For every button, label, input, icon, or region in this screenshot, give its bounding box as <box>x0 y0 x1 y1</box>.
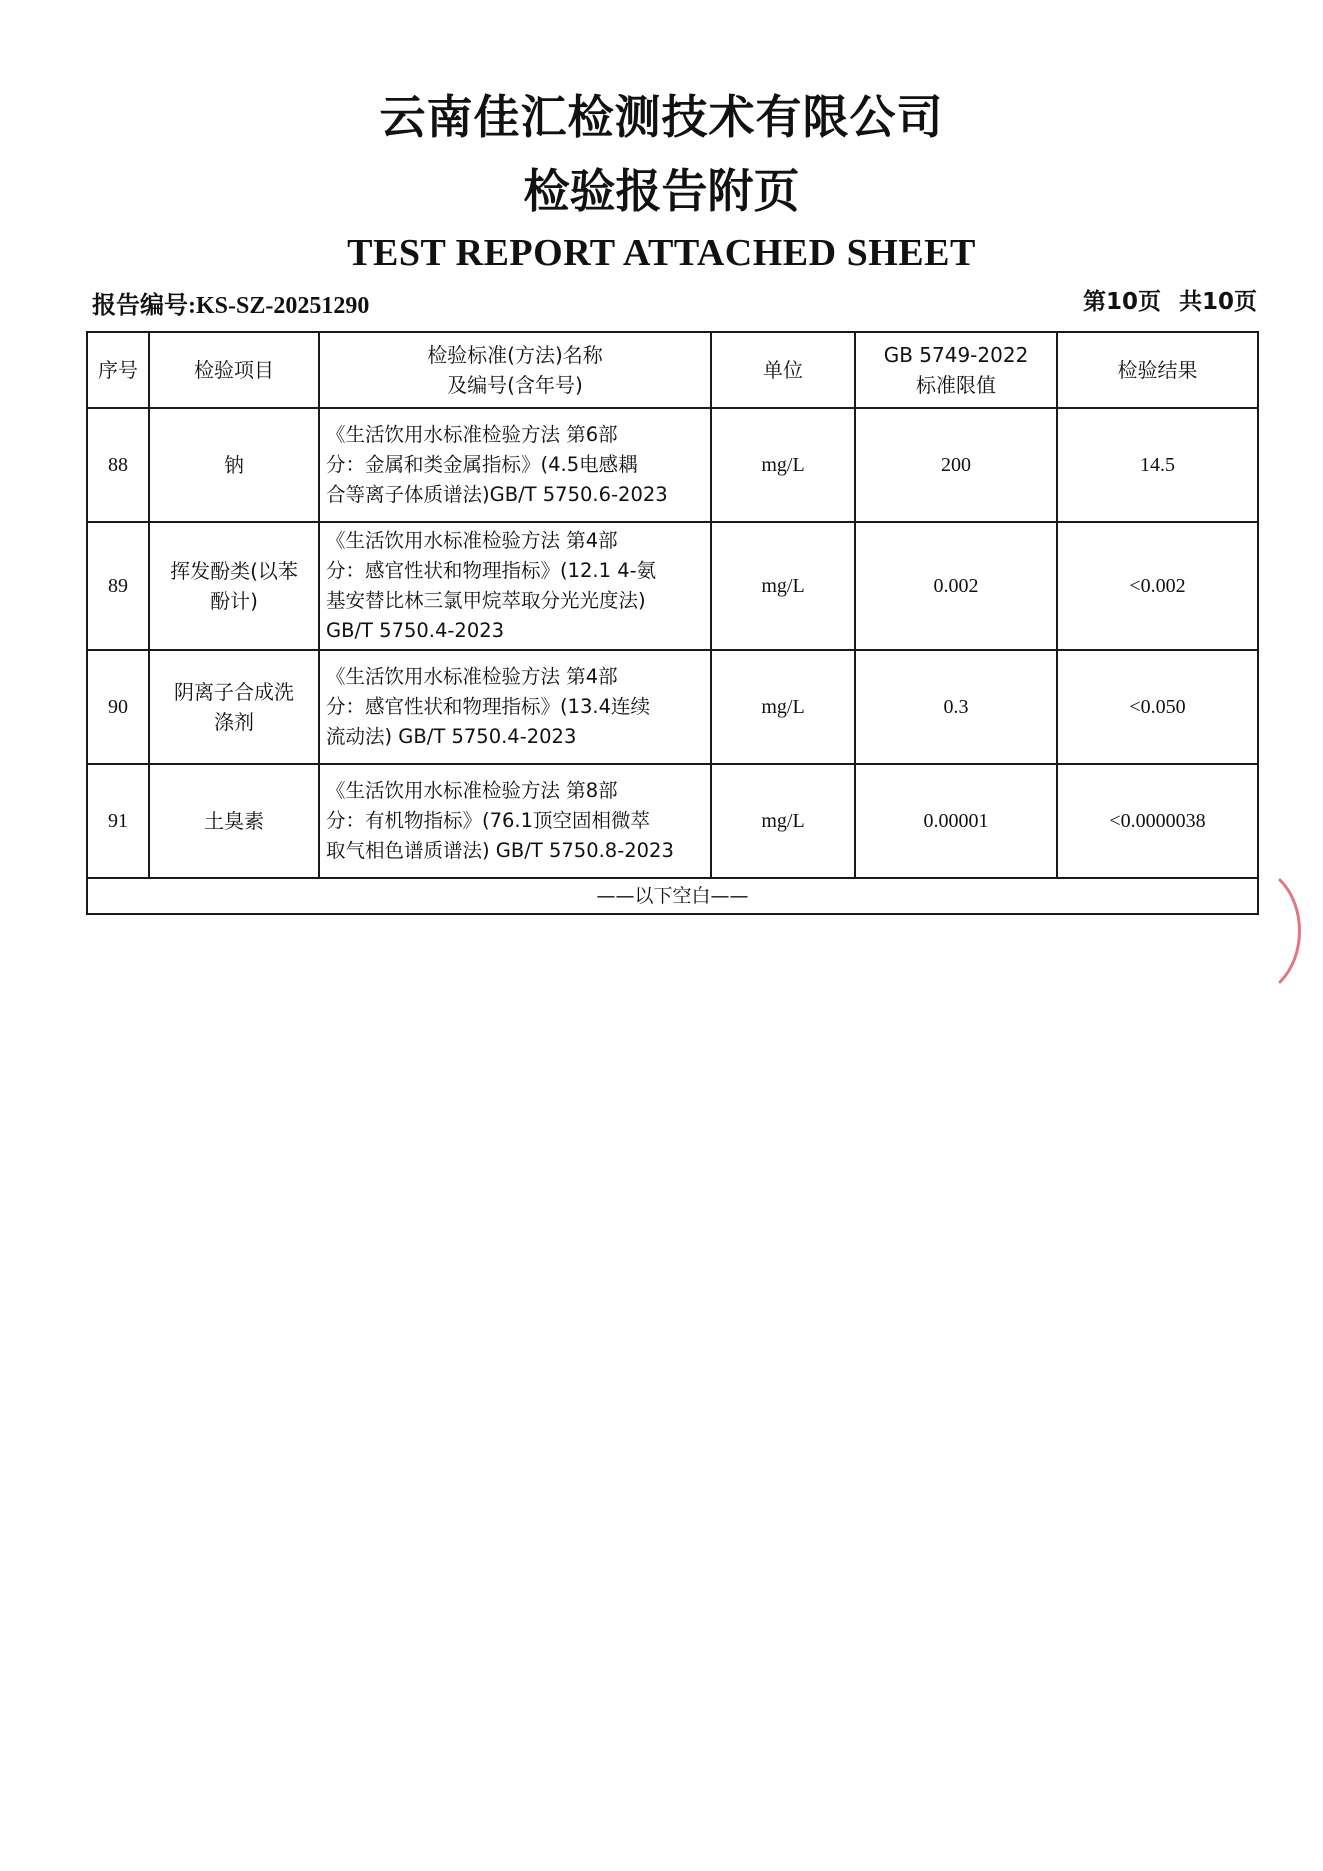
cell-method <box>319 764 711 878</box>
cell-item-line: 涤剂 <box>214 710 254 734</box>
cell-method-line: 合等离子体质谱法)GB/T 5750.6-2023 <box>326 483 668 506</box>
page-number: 第10页 <box>1082 289 1161 315</box>
page-total: 共10页 <box>1178 289 1257 315</box>
cell-method-line: 基安替比林三氯甲烷萃取分光光度法) <box>326 589 646 612</box>
table-row <box>87 764 1258 878</box>
cell-limit: 0.00001 <box>855 764 1057 878</box>
cell-unit: mg/L <box>711 650 855 764</box>
col-header-method-line: 检验标准(方法)名称 <box>427 343 603 367</box>
cell-item <box>149 650 319 764</box>
cell-result: <0.002 <box>1057 522 1258 650</box>
cell-method <box>319 408 711 522</box>
col-header-result: 检验结果 <box>1057 332 1258 408</box>
cell-limit: 200 <box>855 408 1057 522</box>
end-note: ——以下空白—— <box>87 878 1258 914</box>
col-header-limit <box>855 332 1057 408</box>
cell-unit: mg/L <box>711 408 855 522</box>
cell-method-line: 《生活饮用水标准检验方法 第4部 <box>326 529 618 552</box>
cell-item-line: 阴离子合成洗 <box>174 680 294 704</box>
cell-item <box>149 522 319 650</box>
table-row <box>87 408 1258 522</box>
cell-method <box>319 650 711 764</box>
cell-unit: mg/L <box>711 764 855 878</box>
cell-result: <0.0000038 <box>1057 764 1258 878</box>
col-header-item: 检验项目 <box>149 332 319 408</box>
table-header-row <box>87 332 1258 408</box>
cell-method-line: 取气相色谱质谱法) GB/T 5750.8-2023 <box>326 839 674 862</box>
seal-arc <box>1280 880 1300 982</box>
cell-no: 91 <box>87 764 149 878</box>
col-header-method-line: 及编号(含年号) <box>447 373 583 397</box>
report-number: 报告编号:KS-SZ-20251290 <box>92 293 370 319</box>
cell-method-line: 分：感官性状和物理指标》(13.4连续 <box>326 695 651 718</box>
cell-item-line: 钠 <box>224 453 244 477</box>
cell-method-line: 分：感官性状和物理指标》(12.1 4-氨 <box>326 559 657 582</box>
cell-no: 89 <box>87 522 149 650</box>
cell-method-line: 流动法) GB/T 5750.4-2023 <box>326 725 577 748</box>
seal-stamp-edge <box>1276 876 1316 986</box>
report-title: 检验报告附页 <box>523 164 800 218</box>
end-row <box>87 878 1258 914</box>
col-header-method <box>319 332 711 408</box>
cell-method-line: 分：有机物指标》(76.1顶空固相微萃 <box>326 809 651 832</box>
cell-item-line: 酚计) <box>210 589 258 613</box>
table-row <box>87 522 1258 650</box>
company-title: 云南佳汇检测技术有限公司 <box>379 90 944 144</box>
col-header-unit: 单位 <box>711 332 855 408</box>
cell-result: 14.5 <box>1057 408 1258 522</box>
cell-method-line: 《生活饮用水标准检验方法 第8部 <box>326 779 618 802</box>
results-table <box>86 331 1259 915</box>
cell-method-line: 《生活饮用水标准检验方法 第6部 <box>326 423 618 446</box>
cell-unit: mg/L <box>711 522 855 650</box>
table-row <box>87 650 1258 764</box>
cell-item <box>149 764 319 878</box>
cell-item <box>149 408 319 522</box>
cell-item-line: 土臭素 <box>204 809 264 833</box>
cell-method-line: 《生活饮用水标准检验方法 第4部 <box>326 665 618 688</box>
page-info <box>1083 284 1257 320</box>
cell-no: 88 <box>87 408 149 522</box>
cell-method-line: GB/T 5750.4-2023 <box>326 619 505 642</box>
cell-result: <0.050 <box>1057 650 1258 764</box>
english-title: TEST REPORT ATTACHED SHEET <box>347 232 976 274</box>
cell-no: 90 <box>87 650 149 764</box>
cell-limit: 0.002 <box>855 522 1057 650</box>
cell-item-line: 挥发酚类(以苯 <box>170 559 298 583</box>
col-header-limit-line: 标准限值 <box>916 373 996 397</box>
cell-limit: 0.3 <box>855 650 1057 764</box>
col-header-no: 序号 <box>87 332 149 408</box>
cell-method-line: 分：金属和类金属指标》(4.5电感耦 <box>326 453 638 476</box>
col-header-limit-line: GB 5749-2022 <box>883 343 1029 367</box>
cell-method <box>319 522 711 650</box>
